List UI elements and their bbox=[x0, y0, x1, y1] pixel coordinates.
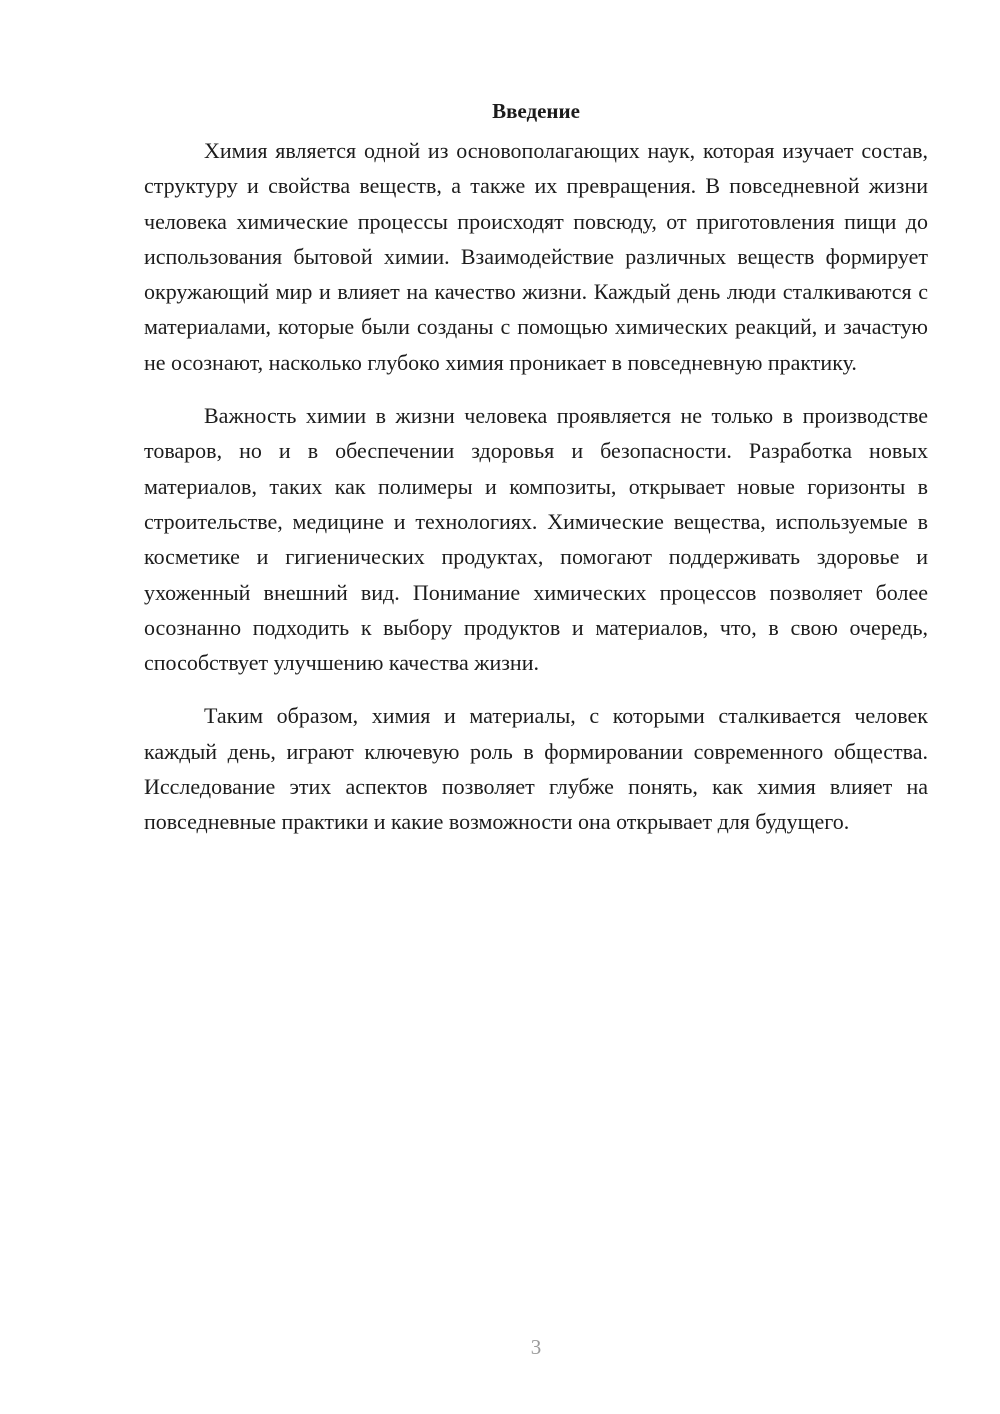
paragraph-2: Важность химии в жизни человека проявляется не только в производстве товаров, но и в обеспечении здоровья и безопасности. Разработка новых материалов, таких как полимеры и композиты, открывает новые горизонты в строительстве, медицине и технологиях. Химические вещества, используемые в косметике и гигиенических продуктах, помогают поддерживать здоровье и ухоженный внешний вид. Понимание химических процессов позволяет более осознанно подходить к выбору продуктов и материалов, что, в свою очередь, способствует улучшению качества жизни. bbox=[144, 403, 928, 676]
page-content bbox=[144, 97, 928, 858]
paragraph-1: Химия является одной из основополагающих наук, которая изучает состав, структуру и свойства веществ, а также их превращения. В повседневной жизни человека химические процессы происходят повсюду, от приготовления пищи до использования бытовой химии. Взаимодействие различных веществ формирует окружающий мир и влияет на качество жизни. Каждый день люди сталкиваются с материалами, которые были созданы с помощью химических реакций, и зачастую не осознают, насколько глубоко химия проникает в повседневную практику. bbox=[144, 138, 928, 375]
page-number: 3 bbox=[530, 1335, 542, 1359]
section-heading: Введение bbox=[492, 99, 580, 123]
paragraph-3: Таким образом, химия и материалы, с которыми сталкивается человек каждый день, играют ключевую роль в формировании современного общества. Исследование этих аспектов позволяет глубже понять, как химия влияет на повседневные практики и какие возможности она открывает для будущего. bbox=[144, 703, 928, 835]
